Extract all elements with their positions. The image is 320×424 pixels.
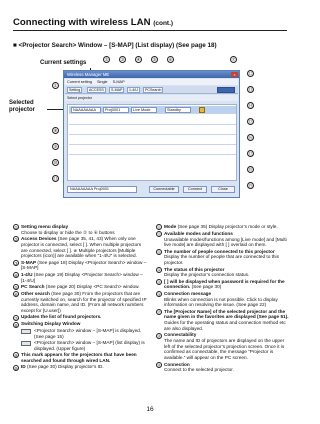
item-title: The status of this projector — [164, 266, 225, 272]
current-settings-label: Current settings — [40, 60, 87, 66]
projector-search-window — [63, 70, 240, 198]
connect-button[interactable]: Connect — [183, 186, 207, 193]
item-text: (See page 35, 41, 43) When only one projector is connected, select [ ]. When multiple projectors are connected, select [ ]. ※ Multiple projectors [Multiple projectors (icon)] are available when “1-4/U” is selected. — [21, 236, 142, 259]
item-number: ⑲ — [157, 362, 161, 368]
item-title: Switching Display Window — [21, 321, 81, 327]
projector-list — [67, 104, 237, 181]
description-item — [156, 279, 291, 291]
list-item[interactable] — [69, 137, 236, 145]
item-number: ⑨ — [14, 353, 18, 359]
description-item — [13, 260, 148, 272]
item-text: Display the number of people that are connected to this projector. — [164, 254, 279, 266]
item-number: ⑱ — [157, 333, 161, 339]
description-item — [13, 364, 148, 370]
callout-13: ⑬ — [248, 87, 253, 92]
callout-3: ③ — [120, 57, 125, 62]
menu-item-single[interactable]: Single — [96, 80, 108, 84]
item-number: ⑮ — [157, 279, 161, 285]
item-text: (See page 18) Display <Projector Search> window – [S-MAP] — [21, 259, 147, 271]
connectable-button[interactable]: Connectable — [149, 186, 179, 193]
callout-12: ⑫ — [248, 71, 253, 76]
callout-2: ② — [104, 57, 109, 62]
callout-17: ⑰ — [248, 151, 253, 156]
access-button[interactable]: ACCESS — [89, 88, 104, 92]
description-item — [156, 362, 291, 374]
callout-5: ⑤ — [152, 57, 157, 62]
item-title: Connection — [164, 361, 190, 367]
callout-1: ① — [53, 83, 58, 88]
item-title: Setting menu display — [21, 224, 69, 229]
description-item — [156, 309, 291, 332]
item-number: ③ — [14, 260, 18, 266]
lock-icon — [199, 107, 205, 113]
description-item — [156, 231, 291, 248]
item-number: ⑦ — [14, 315, 18, 321]
item-number: ⑯ — [157, 292, 161, 298]
item-title: The [Projector Name] of the selected projector and the name given in the favorites are displayed (See page 51). — [164, 308, 289, 320]
item-number: ⑤ — [14, 285, 18, 291]
callout-19: ⑲ — [248, 183, 253, 188]
item-number: ⑰ — [157, 309, 161, 315]
sub-item-text: <Projector Search> window – [S-MAP] (list display) is displayed. (Upper figure) — [34, 340, 145, 351]
item-number: ⑪ — [157, 225, 161, 231]
callout-16: ⑯ — [248, 135, 253, 140]
sub-item — [21, 328, 148, 340]
window-titlebar: Wireless Manager ME — [64, 71, 239, 78]
item-title: This mark appears for the projectors that have been searched and found through wired LAN. — [21, 352, 137, 363]
list-window-icon — [21, 341, 31, 346]
callout-6: ⑥ — [168, 57, 173, 62]
item-number: ① — [14, 225, 18, 231]
item-title: Other search — [21, 290, 50, 296]
item-title: Access Devices — [21, 236, 57, 242]
item-number: ⑬ — [157, 250, 161, 256]
item-number: ② — [14, 237, 18, 243]
callout-11: ⑪ — [53, 176, 58, 181]
projector-id: Proj0001 — [103, 107, 129, 113]
item-text: Choose to display or hide the ② to ⑥ buttons — [21, 229, 115, 235]
status-bar — [67, 185, 237, 194]
description-item — [13, 224, 148, 236]
smap-button[interactable]: S-MAP — [111, 88, 123, 92]
close-icon[interactable]: × — [231, 72, 238, 77]
one-four-u-button[interactable]: 1-4/U — [129, 88, 138, 92]
list-item[interactable] — [69, 106, 236, 114]
item-text: Guides for the operating status and connection method etc are also displayed. — [164, 320, 286, 331]
callout-10: ⑩ — [53, 160, 58, 165]
description-item — [13, 236, 148, 259]
item-title: 1-4/U — [21, 271, 33, 277]
item-number: ⑥ — [14, 292, 18, 298]
item-title: Connection message — [164, 290, 212, 296]
callout-14: ⑭ — [248, 103, 253, 108]
description-item — [13, 284, 148, 290]
item-text: (See page 20) Display <PC Search> window. — [45, 283, 140, 289]
projector-status: Standby — [165, 107, 191, 113]
sub-item-text: <Projector Search> window – [S-MAP] is displayed. (See page 15) — [34, 328, 142, 339]
item-text: (See page 30) Display projector’s ID. — [27, 364, 104, 370]
description-item — [156, 267, 291, 279]
item-number: ⑫ — [157, 232, 161, 238]
menu-item-smap[interactable]: S-MAP — [112, 80, 125, 84]
description-column-right — [156, 224, 291, 374]
description-item — [13, 314, 148, 320]
item-text: (See page 19) Display <Projector Search> window – [1-4/U] — [21, 271, 143, 283]
select-projector-hint: Select projector — [65, 95, 238, 101]
list-item[interactable] — [69, 117, 236, 125]
item-text: Blinks when connection is not possible. Click to display information on resolving the issue. (See page 22) — [164, 296, 278, 308]
callout-4: ④ — [136, 57, 141, 62]
item-text: (See page 30) — [191, 284, 222, 290]
callout-9: ⑨ — [53, 144, 58, 149]
pc-search-button[interactable]: PCSearch — [145, 88, 162, 92]
item-text: (See page 35) Display projector’s mode or style. — [177, 224, 278, 229]
item-title: PC Search — [21, 283, 45, 289]
sub-item — [21, 340, 148, 352]
item-title: [ ] will be displayed when password is required for the connection. — [164, 278, 285, 290]
description-item — [156, 291, 291, 308]
callout-15: ⑮ — [248, 119, 253, 124]
menu-bar — [65, 79, 238, 85]
description-item — [13, 291, 148, 314]
item-title: Mode — [164, 224, 177, 229]
description-item — [156, 224, 291, 230]
description-item — [13, 272, 148, 284]
menu-item-current-setting[interactable]: Current setting — [67, 80, 92, 84]
list-item[interactable] — [69, 147, 236, 155]
section-heading: ■ <Projector Search> Window – [S-MAP] (List display) (See page 18) — [13, 42, 217, 49]
item-text: (See page 30) From the projectors that are currently switched on, search for the projector of specified IP address, domain name, and ID. (From all network numbers except for [U.user]) — [21, 290, 147, 314]
window-icon — [21, 329, 31, 334]
setting-button[interactable]: Setting — [69, 88, 81, 92]
description-item — [156, 332, 291, 361]
item-text: Unavailable modes/functions among [Live mode] and [Multi live mode] are displayed with [ ] overlaid on them. — [164, 236, 287, 248]
screenshot-figure — [0, 52, 300, 202]
item-title: S-MAP — [21, 259, 37, 265]
callout-18: ⑱ — [248, 167, 253, 172]
page-number: 16 — [146, 406, 154, 413]
description-column-left — [13, 224, 148, 371]
item-title: Connectability — [164, 332, 197, 338]
callout-7: ⑦ — [231, 57, 236, 62]
item-title: Updates the list of found projectors. — [21, 314, 102, 320]
item-title: The number of people connected to this projector — [164, 248, 275, 254]
description-item — [13, 321, 148, 327]
description-item — [156, 249, 291, 266]
item-number: ⑭ — [157, 267, 161, 273]
page-title — [13, 17, 173, 28]
title-rule — [13, 30, 287, 31]
close-button[interactable]: Close — [211, 186, 235, 193]
title-suffix: (cont.) — [153, 20, 174, 27]
item-title: Available modes and functions — [164, 230, 233, 236]
projector-mode: Live Mode — [131, 107, 157, 113]
item-number: ⑩ — [14, 365, 18, 371]
item-text: Display the projector’s connection status. — [164, 272, 250, 278]
item-number: ④ — [14, 273, 18, 279]
list-item[interactable] — [69, 127, 236, 135]
item-text: The name and ID of projectors are displayed on the upper left of the selected projector’s projection screen. Once it is confirmed as connectable, the message “Projector is available.” will appear on the PC screen. — [164, 337, 285, 361]
refresh-button[interactable] — [217, 87, 235, 93]
callout-8: ⑧ — [53, 128, 58, 133]
toolbar — [65, 86, 238, 94]
projector-name: NAAAAAAAA — [71, 107, 101, 113]
item-text: Connect to the selected projector. — [164, 367, 234, 373]
item-title: ID — [21, 364, 26, 370]
title-text: Connecting with wireless LAN — [13, 17, 151, 28]
selected-projector-field: NAAAAAAAA Proj0001 — [67, 186, 137, 193]
description-item — [13, 352, 148, 364]
selected-projector-label: Selected projector — [9, 100, 36, 113]
item-number: ⑧ — [14, 322, 18, 328]
